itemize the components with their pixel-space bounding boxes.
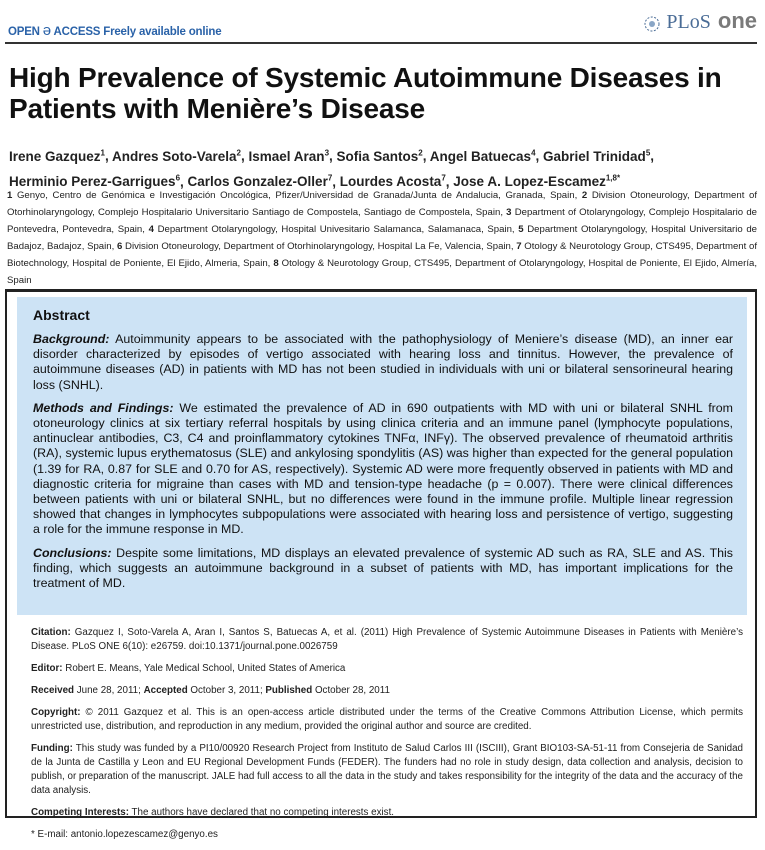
logo-plos: PLoS <box>666 11 711 33</box>
author-list: Irene Gazquez$^1$, Andres Soto-Varela$^2$, Ismael Aran$^3$, Sofia Santos$^2$, Angel Batuecas$^4$, Gabriel Trinidad$^5$, Herminio Perez-Garrigues$^6$, Carlos Gonzalez-Oller$^7$, Lourdes Acosta$^7$, Jose A. Lopez-Escamez$^{1,8*}$ <box>9 148 655 189</box>
abstract-panel <box>17 297 747 615</box>
freely-available-label: Freely available online <box>103 26 222 38</box>
dates: Received June 28, 2011; Accepted October 3, 2011; Published October 28, 2011 <box>31 685 390 696</box>
logo-one: one <box>717 8 757 33</box>
affiliations <box>7 187 757 289</box>
author: Andres Soto-Varela$^2$ <box>112 148 241 164</box>
affiliation-text: Division Otoneurology, Department of Otorhinolaryngology, Complejo Hospitalario Universitario Santiago de Compostela, Santiago de Compostela, Spain, <box>7 190 757 218</box>
affiliation-number: 4 <box>148 224 154 235</box>
copyright: Copyright: © 2011 Gazquez et al. This is an open-access article distributed under the terms of the Creative Commons Attribution License, which permits unrestricted use, distribution, and reproduction in any medium, provided the original author and source are credited. <box>31 707 743 732</box>
affiliation-marker: 4 <box>531 148 536 157</box>
affiliation-marker: 1 <box>100 148 105 157</box>
affiliation-text: Genyo, Centro de Genómica e Investigación Oncológica, Pfizer/Universidad de Granada/Junta de Andalucia, Granada, Spain, <box>16 190 578 201</box>
citation: Citation: Gazquez I, Soto-Varela A, Aran I, Santos S, Batuecas A, et al. (2011) High Prevalence of Systemic Autoimmune Diseases in Patients with Menière’s Disease. PLoS ONE 6(10): e26759. doi:10.1371/journal.pone.0026759 <box>31 627 743 652</box>
competing-interests: Competing Interests: The authors have declared that no competing interests exist. <box>31 807 395 818</box>
author: Irene Gazquez$^1$ <box>9 148 105 164</box>
affiliation-number: 5 <box>518 224 524 235</box>
article-info-box <box>5 289 757 840</box>
open-access-banner <box>8 22 221 39</box>
abstract-heading: Abstract <box>33 307 90 323</box>
plos-one-logo <box>642 8 757 34</box>
funding: Funding: This study was funded by a PI10/00920 Research Project from Instituto de Salud Carlos III (ISCIII), Grant BIO103-SA-51-11 from Consejeria de Sanidad de la Junta de Castilla y Leon and EU Regional Development Funds (FEDER). The funders had no role in study design, data collection and analysis, decision to publish, or preparation of the manuscript. JALE had full access to all the data in the study and takes responsibility for the integrity of the data and the accuracy of the data analysis. <box>31 743 743 796</box>
affiliation-marker: 1,8* <box>605 173 621 183</box>
affiliation-number: 6 <box>116 241 123 252</box>
author: Sofia Santos$^2$ <box>336 148 423 164</box>
plos-globe-icon <box>642 12 662 34</box>
affiliation-number: 1 <box>7 190 13 201</box>
corresponding-email[interactable]: * E-mail: antonio.lopezescamez@genyo.es <box>31 829 218 840</box>
affiliation-marker: 5 <box>645 148 651 157</box>
article-title: High Prevalence of Systemic Autoimmune Diseases in Patients with Menière’s Disease <box>9 62 722 124</box>
author: Ismael Aran$^3$ <box>248 148 330 164</box>
abstract-section: Methods and Findings: We estimated the prevalence of AD in 690 outpatients with MD with uni or bilateral SNHL from otoneurology clinics at six tertiary referral hospitals by using clinica criteria and an immune panel (lymphocyte populations, antinuclear antibodies, C3, C4 and proinflammatory cytokines TNFα, INFγ). The observed prevalence of rheumatoid arthritis (RA), systemic lupus erythematosus (SLE) and ankylosing spondylitis (AS) was higher than expected for the general population (1.39 for RA, 0.87 for SLE and 0.70 for AS, respectively). Systemic AD were more frequently observed in patients with MD and diagnostic criteria for migraine than cases with MD and tension-type headache (p = 0.007). There were clinical differences between patients with uni or bilateral SNHL, but no differences were found in the immune profile. Multiple linear regression showed that changes in lymphocytes subpopulations were associated with hearing loss and persistence of vertigo, suggesting a role for the immune response in MD. <box>33 400 733 537</box>
author: Lourdes Acosta$^7$ <box>339 173 446 189</box>
access-label: ACCESS <box>53 26 101 38</box>
affiliation-marker: 3 <box>324 148 330 157</box>
affiliation-marker: 2 <box>236 148 241 157</box>
affiliation-marker: 7 <box>327 173 333 183</box>
abstract-section: Conclusions: Despite some limitations, MD displays an elevated prevalence of systemic AD such as RA, SLE and AS. This finding, which suggests an autoimmune background in a subset of patients with MD, has important implications for the treatment of MD. <box>33 545 733 591</box>
author: Jose A. Lopez-Escamez$^{1,8*}$ <box>453 173 621 189</box>
affiliation-text: Department Otolaryngology, Hospital Universitario de Badajoz, Badajoz, Spain, <box>7 224 757 252</box>
editor: Editor: Robert E. Means, Yale Medical School, United States of America <box>31 663 346 674</box>
affiliation-text: Division Otoneurology, Department of Otorhinolaryngology, Hospital La Fe, Valencia, Spain, <box>125 241 514 252</box>
author: Gabriel Trinidad$^5$ <box>543 148 651 164</box>
abstract-section: Background: Autoimmunity appears to be associated with the pathophysiology of Meniere’s disease (MD), an inner ear disorder characterized by episodes of vertigo associated with hearing loss and tinnitus. However, the prevalence of autoimmune diseases (AD) in patients with MD has not been studied in individuals with uni or bilateral sensorineural hearing loss (SNHL). <box>33 332 733 392</box>
header-rule <box>5 42 757 44</box>
affiliation-marker: 7 <box>441 173 446 183</box>
open-label: OPEN <box>8 26 40 38</box>
affiliation-number: 3 <box>506 207 512 218</box>
affiliation-number: 2 <box>581 190 588 201</box>
affiliation-text: Department of Otolaryngology, Complejo Hospitalario de Pontevedra, Pontevedra, Spain, <box>7 207 757 235</box>
author: Angel Batuecas$^4$ <box>429 148 536 164</box>
affiliation-text: Department Otolaryngology, Hospital Univesitario Salamanca, Salamanaca, Spain, <box>157 224 515 235</box>
affiliation-marker: 2 <box>418 148 423 157</box>
open-access-lock-icon: ə <box>42 22 51 39</box>
affiliation-marker: 6 <box>175 173 181 183</box>
author: Carlos Gonzalez-Oller$^7$ <box>187 173 333 189</box>
article-metadata <box>31 626 743 850</box>
affiliation-number: 7 <box>516 241 522 252</box>
affiliation-number: 8 <box>273 258 279 269</box>
author: Herminio Perez-Garrigues$^6$ <box>9 173 181 189</box>
affiliation-text: Otology & Neurotology Group, CTS495, Department of Otolaryngology, Hospital de Poniente, El Ejido, Almería, Spain <box>7 258 757 286</box>
affiliation-text: Otology & Neurotology Group, CTS495, Department of Biotechnology, Hospital de Poniente, El Ejido, Almeria, Spain, <box>7 241 757 269</box>
